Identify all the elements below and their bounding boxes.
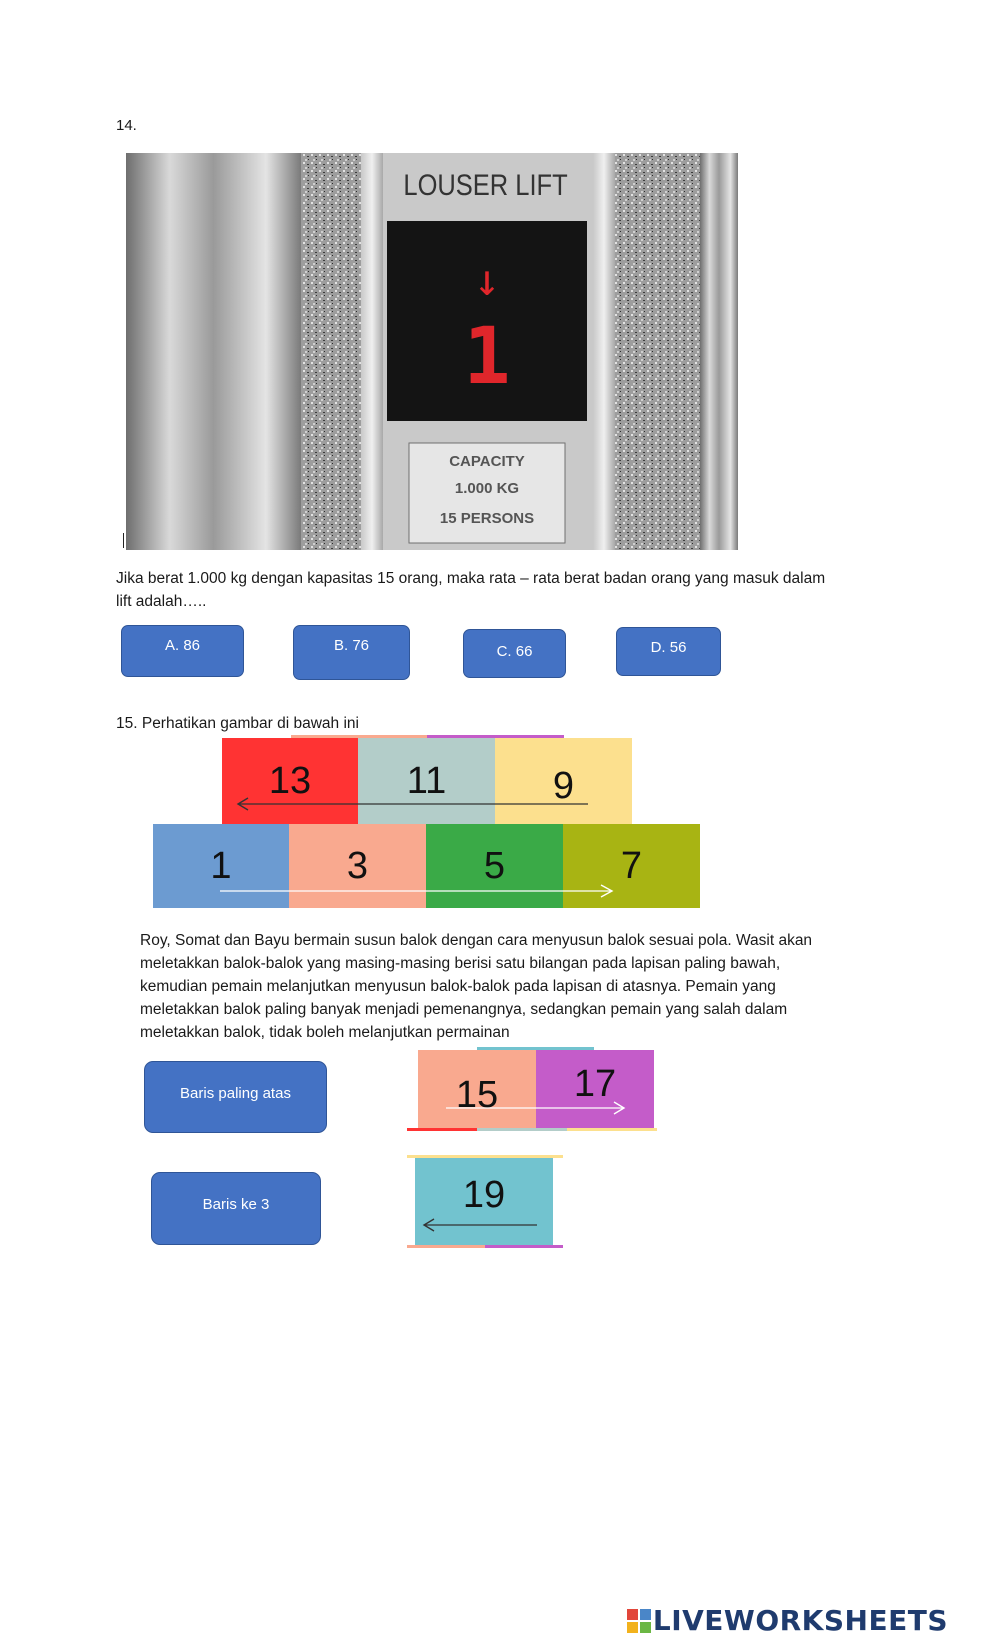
left-arrow-icon bbox=[422, 1218, 540, 1232]
option-b-button[interactable]: B. 76 bbox=[293, 625, 410, 680]
paragraph-line: Roy, Somat dan Bayu bermain susun balok dengan cara menyusun balok sesuai pola. Wasit akan bbox=[140, 932, 813, 949]
elevator-photo bbox=[126, 153, 738, 550]
decor-line bbox=[485, 1245, 563, 1248]
question-15-heading: 15. Perhatikan gambar di bawah ini bbox=[116, 715, 359, 732]
lift-capacity-weight: 1.000 KG bbox=[454, 480, 520, 497]
decor-line bbox=[567, 1128, 657, 1131]
lift-capacity-title: CAPACITY bbox=[449, 453, 525, 470]
question-15-paragraph bbox=[140, 929, 880, 1044]
elevator-illustration bbox=[126, 153, 738, 550]
decor-line bbox=[407, 1128, 477, 1131]
pattern-block-13: 13 bbox=[222, 738, 358, 824]
baris-ke-3-button[interactable]: Baris ke 3 bbox=[151, 1172, 321, 1245]
liveworksheets-logo-text: LIVEWORKSHEETS bbox=[652, 1604, 948, 1637]
paragraph-line: meletakkan balok paling banyak menjadi pemenangnya, sedangkan pemain yang salah dalam bbox=[140, 1001, 788, 1018]
option-d-button[interactable]: D. 56 bbox=[616, 627, 721, 676]
pattern-block-1: 1 bbox=[153, 824, 289, 908]
decor-line bbox=[477, 1128, 567, 1131]
option-c-button[interactable]: C. 66 bbox=[463, 629, 566, 678]
lift-arrow-text: ↓ bbox=[473, 255, 501, 306]
paragraph-line: meletakkan balok, tidak boleh melanjutkan permainan bbox=[140, 1024, 510, 1041]
pattern-block-9: 9 bbox=[495, 738, 632, 824]
liveworksheets-logo bbox=[627, 1604, 948, 1637]
question-14-line-1: Jika berat 1.000 kg dengan kapasitas 15 orang, maka rata – rata berat badan orang yang masuk dalam bbox=[116, 570, 826, 587]
pattern-block-3: 3 bbox=[289, 824, 426, 908]
paragraph-line: meletakkan balok-balok yang masing-masing berisi satu bilangan pada lapisan paling bawah, bbox=[140, 955, 781, 972]
question-14-text bbox=[116, 567, 876, 613]
paragraph-line: kemudian pemain melanjutkan menyusun balok-balok pada lapisan di atasnya. Pemain yang bbox=[140, 978, 776, 995]
text-cursor bbox=[123, 533, 124, 548]
pattern-block-7: 7 bbox=[563, 824, 700, 908]
answer-block-15[interactable]: 15 bbox=[418, 1050, 536, 1128]
option-a-button[interactable]: A. 86 bbox=[121, 625, 244, 677]
decor-line bbox=[407, 1245, 485, 1248]
right-arrow-icon bbox=[446, 1101, 628, 1115]
liveworksheets-logo-icon bbox=[627, 1609, 651, 1633]
left-arrow-icon bbox=[236, 797, 588, 811]
answer-block-19[interactable]: 19 bbox=[415, 1158, 553, 1245]
lift-capacity-persons: 15 PERSONS bbox=[439, 510, 535, 527]
question-14-number: 14. bbox=[116, 117, 137, 134]
lift-floor-text: 1 bbox=[463, 312, 511, 402]
pattern-block-11: 11 bbox=[358, 738, 495, 824]
pattern-block-5: 5 bbox=[426, 824, 563, 908]
question-14-line-2: lift adalah….. bbox=[116, 593, 207, 610]
lift-brand-text: LOUSER LIFT bbox=[403, 168, 568, 202]
answer-block-17[interactable]: 17 bbox=[536, 1050, 654, 1128]
baris-paling-atas-button[interactable]: Baris paling atas bbox=[144, 1061, 327, 1133]
right-arrow-icon bbox=[220, 884, 615, 898]
